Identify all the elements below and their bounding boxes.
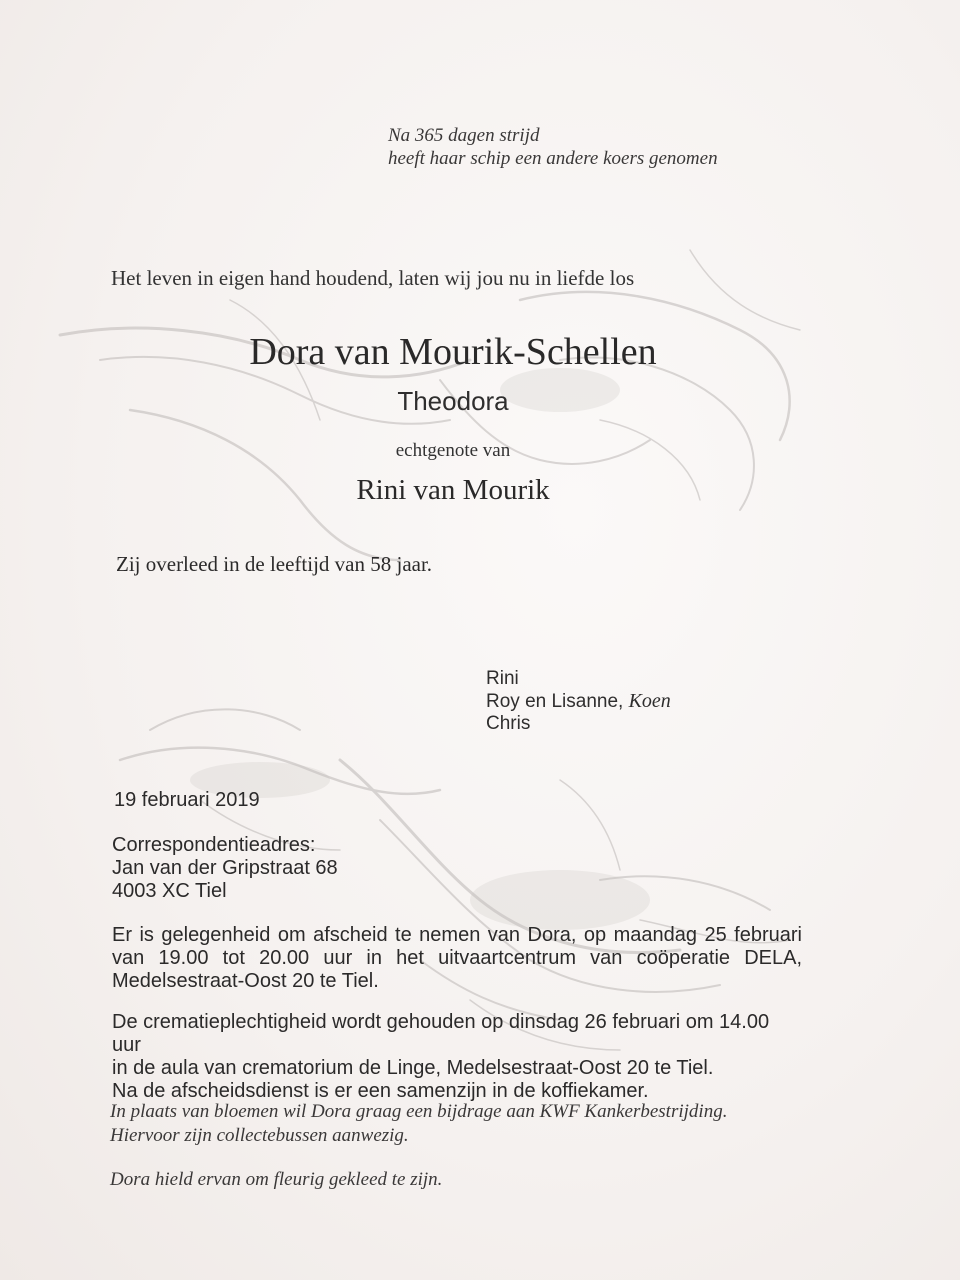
address-label: Correspondentieadres: — [112, 834, 316, 856]
motto-line-1: Na 365 dagen strijd — [388, 125, 540, 146]
farewell-line-1: Er is gelegenheid om afscheid te nemen van Dora, op maandag 25 februari — [112, 924, 802, 946]
donation-line-2: Hiervoor zijn collectebussen aanwezig. — [110, 1125, 409, 1146]
intro-text: Het leven in eigen hand houdend, laten wij jou nu in liefde los — [111, 266, 635, 290]
donation-note — [110, 1100, 727, 1148]
family-names — [486, 668, 671, 735]
motto — [388, 124, 718, 170]
spouse-label: echtgenote van — [395, 440, 511, 461]
motto-line-2: heeft haar schip een andere koers genomen — [388, 148, 718, 169]
address-street: Jan van der Gripstraat 68 — [112, 857, 338, 879]
ceremony-line-1: De crematieplechtigheid wordt gehouden op dinsdag 26 februari om 14.00 uur — [112, 1011, 770, 1056]
date: 19 februari 2019 — [114, 789, 260, 811]
ceremony-line-2: in de aula van crematorium de Linge, Medelsestraat-Oost 20 te Tiel. — [112, 1057, 714, 1079]
farewell-line-2: van 19.00 tot 20.00 uur in het uitvaartcentrum van coöperatie DELA, — [112, 947, 802, 969]
age-statement: Zij overleed in de leeftijd van 58 jaar. — [116, 552, 433, 576]
ceremony-paragraph — [112, 1011, 802, 1103]
ceremony-line-3: Na de afscheidsdienst is er een samenzijn in de koffiekamer. — [112, 1080, 649, 1102]
family-line-3: Chris — [486, 713, 531, 734]
deceased-name: Dora van Mourik-Schellen — [249, 331, 657, 373]
spouse-name: Rini van Mourik — [356, 474, 550, 506]
address-city: 4003 XC Tiel — [112, 880, 227, 902]
farewell-paragraph — [112, 924, 802, 993]
farewell-line-3: Medelsestraat-Oost 20 te Tiel. — [112, 970, 379, 992]
family-line-2-plain: Roy en Lisanne, — [486, 691, 629, 712]
donation-line-1: In plaats van bloemen wil Dora graag een bijdrage aan KWF Kankerbestrijding. — [110, 1101, 728, 1122]
correspondence-address — [112, 834, 338, 903]
given-name: Theodora — [397, 386, 509, 416]
closing-note: Dora hield ervan om fleurig gekleed te zijn. — [110, 1169, 443, 1190]
family-line-1: Rini — [486, 668, 519, 689]
family-line-2-italic: Koen — [628, 690, 671, 712]
family-line-2 — [486, 690, 671, 713]
